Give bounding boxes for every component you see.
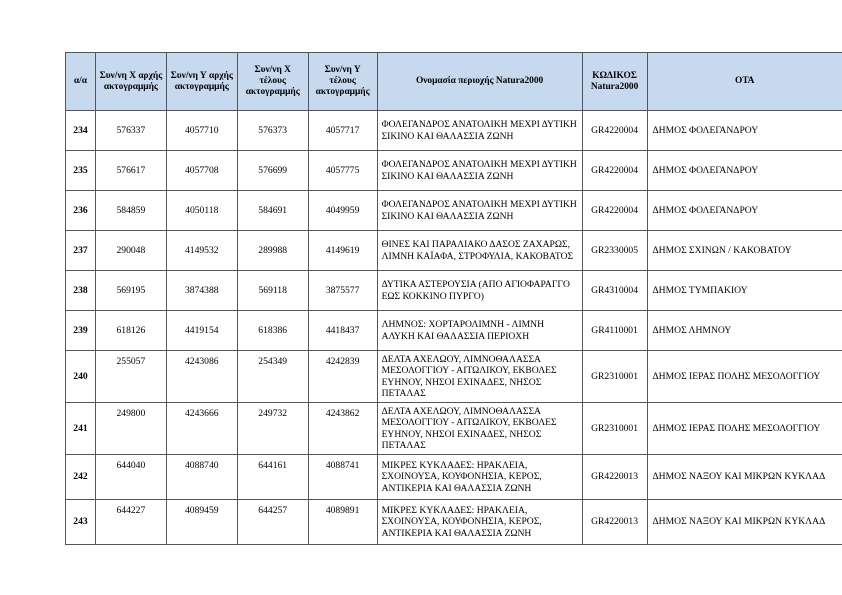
cell-x-end: 289988 — [237, 231, 308, 271]
cell-area-name: ΔΕΛΤΑ ΑΧΕΛΩΟΥ, ΛΙΜΝΟΘΑΛΑΣΣΑ ΜΕΣΟΛΟΓΓΙΟΥ - ΑΙΤΩΛΙΚΟΥ, ΕΚΒΟΛΕΣ ΕΥΗΝΟΥ, ΝΗΣΟΙ ΕΧΙΝΑΔΕΣ, ΝΗΣΟΣ ΠΕΤΑΛΑΣ — [377, 351, 582, 403]
cell-aa: 240 — [66, 351, 96, 403]
header-x-end: Συν/νη Χ τέλους ακτογραμμής — [237, 53, 308, 111]
table-row — [66, 111, 842, 151]
cell-y-start: 4419154 — [166, 311, 237, 351]
cell-natura-code: GR2310001 — [582, 403, 647, 455]
table-row — [66, 231, 842, 271]
cell-aa: 236 — [66, 191, 96, 231]
cell-ota: ΔΗΜΟΣ ΣΧΙΝΩΝ / ΚΑΚΟΒΑΤΟΥ — [647, 231, 842, 271]
cell-area-name: ΦΟΛΕΓΑΝΔΡΟΣ ΑΝΑΤΟΛΙΚΗ ΜΕΧΡΙ ΔΥΤΙΚΗ ΣΙΚΙΝΟ ΚΑΙ ΘΑΛΑΣΣΙΑ ΖΩΝΗ — [377, 151, 582, 191]
cell-area-name: ΔΕΛΤΑ ΑΧΕΛΩΟΥ, ΛΙΜΝΟΘΑΛΑΣΣΑ ΜΕΣΟΛΟΓΓΙΟΥ - ΑΙΤΩΛΙΚΟΥ, ΕΚΒΟΛΕΣ ΕΥΗΝΟΥ, ΝΗΣΟΙ ΕΧΙΝΑΔΕΣ, ΝΗΣΟΣ ΠΕΤΑΛΑΣ — [377, 403, 582, 455]
cell-y-end: 4089891 — [308, 500, 377, 545]
cell-natura-code: GR4220013 — [582, 455, 647, 500]
cell-natura-code: GR4220004 — [582, 191, 647, 231]
cell-aa: 238 — [66, 271, 96, 311]
cell-area-name: ΔΥΤΙΚΑ ΑΣΤΕΡΟΥΣΙΑ (ΑΠΟ ΑΓΙΟΦΑΡΑΓΓΟ ΕΩΣ ΚΟΚΚΙΝΟ ΠΥΡΓΟ) — [377, 271, 582, 311]
cell-ota: ΔΗΜΟΣ ΙΕΡΑΣ ΠΟΛΗΣ ΜΕΣΟΛΟΓΓΙΟΥ — [647, 351, 842, 403]
cell-ota: ΔΗΜΟΣ ΦΟΛΕΓΑΝΔΡΟΥ — [647, 111, 842, 151]
cell-area-name: ΜΙΚΡΕΣ ΚΥΚΛΑΔΕΣ: ΗΡΑΚΛΕΙΑ, ΣΧΟΙΝΟΥΣΑ, ΚΟΥΦΟΝΗΣΙΑ, ΚΕΡΟΣ, ΑΝΤΙΚΕΡΙΑ ΚΑΙ ΘΑΛΑΣΣΙΑ ΖΩΝΗ — [377, 455, 582, 500]
cell-area-name: ΘΙΝΕΣ ΚΑΙ ΠΑΡΑΛΙΑΚΟ ΔΑΣΟΣ ΖΑΧΑΡΩΣ, ΛΙΜΝΗ ΚΑΪΑΦΑ, ΣΤΡΟΦΥΛΙΑ, ΚΑΚΟΒΑΤΟΣ — [377, 231, 582, 271]
cell-natura-code: GR4310004 — [582, 271, 647, 311]
cell-y-end: 3875577 — [308, 271, 377, 311]
cell-aa: 239 — [66, 311, 96, 351]
cell-x-end: 569118 — [237, 271, 308, 311]
cell-y-end: 4049959 — [308, 191, 377, 231]
cell-x-start: 644227 — [95, 500, 166, 545]
cell-ota: ΔΗΜΟΣ ΦΟΛΕΓΑΝΔΡΟΥ — [647, 191, 842, 231]
table-row — [66, 191, 842, 231]
cell-x-start: 644040 — [95, 455, 166, 500]
table-row — [66, 151, 842, 191]
cell-y-end: 4057717 — [308, 111, 377, 151]
cell-natura-code: GR4220004 — [582, 151, 647, 191]
cell-y-end: 4242839 — [308, 351, 377, 403]
cell-x-start: 255057 — [95, 351, 166, 403]
cell-y-start: 4057708 — [166, 151, 237, 191]
header-y-end: Συν/νη Υ τέλους ακτογραμμής — [308, 53, 377, 111]
cell-aa: 234 — [66, 111, 96, 151]
cell-x-start: 576337 — [95, 111, 166, 151]
cell-natura-code: GR4220013 — [582, 500, 647, 545]
cell-x-end: 249732 — [237, 403, 308, 455]
cell-natura-code: GR2330005 — [582, 231, 647, 271]
cell-x-end: 576699 — [237, 151, 308, 191]
cell-x-end: 644161 — [237, 455, 308, 500]
cell-aa: 243 — [66, 500, 96, 545]
cell-natura-code: GR4220004 — [582, 111, 647, 151]
cell-y-start: 4057710 — [166, 111, 237, 151]
table-row — [66, 455, 842, 500]
cell-x-start: 249800 — [95, 403, 166, 455]
cell-x-start: 576617 — [95, 151, 166, 191]
cell-aa: 241 — [66, 403, 96, 455]
cell-ota: ΔΗΜΟΣ ΝΑΞΟΥ ΚΑΙ ΜΙΚΡΩΝ ΚΥΚΛΑΔ — [647, 455, 842, 500]
cell-aa: 235 — [66, 151, 96, 191]
cell-x-start: 618126 — [95, 311, 166, 351]
cell-y-start: 4050118 — [166, 191, 237, 231]
cell-y-end: 4243862 — [308, 403, 377, 455]
header-ota: ΟΤΑ — [647, 53, 842, 111]
header-aa: α/α — [66, 53, 96, 111]
cell-natura-code: GR2310001 — [582, 351, 647, 403]
cell-y-start: 4149532 — [166, 231, 237, 271]
cell-x-end: 618386 — [237, 311, 308, 351]
cell-area-name: ΦΟΛΕΓΑΝΔΡΟΣ ΑΝΑΤΟΛΙΚΗ ΜΕΧΡΙ ΔΥΤΙΚΗ ΣΙΚΙΝΟ ΚΑΙ ΘΑΛΑΣΣΙΑ ΖΩΝΗ — [377, 191, 582, 231]
cell-x-end: 644257 — [237, 500, 308, 545]
header-natura-code: ΚΩΔΙΚΟΣ Natura2000 — [582, 53, 647, 111]
table-row — [66, 351, 842, 403]
cell-x-start: 569195 — [95, 271, 166, 311]
cell-x-end: 576373 — [237, 111, 308, 151]
header-row — [66, 53, 842, 111]
cell-y-end: 4057775 — [308, 151, 377, 191]
cell-y-end: 4088741 — [308, 455, 377, 500]
cell-y-end: 4418437 — [308, 311, 377, 351]
cell-ota: ΔΗΜΟΣ ΝΑΞΟΥ ΚΑΙ ΜΙΚΡΩΝ ΚΥΚΛΑΔ — [647, 500, 842, 545]
cell-area-name: ΛΗΜΝΟΣ: ΧΟΡΤΑΡΟΛΙΜΝΗ - ΛΙΜΝΗ ΑΛΥΚΗ ΚΑΙ ΘΑΛΑΣΣΙΑ ΠΕΡΙΟΧΗ — [377, 311, 582, 351]
cell-y-start: 4089459 — [166, 500, 237, 545]
cell-area-name: ΜΙΚΡΕΣ ΚΥΚΛΑΔΕΣ: ΗΡΑΚΛΕΙΑ, ΣΧΟΙΝΟΥΣΑ, ΚΟΥΦΟΝΗΣΙΑ, ΚΕΡΟΣ, ΑΝΤΙΚΕΡΙΑ ΚΑΙ ΘΑΛΑΣΣΙΑ ΖΩΝΗ — [377, 500, 582, 545]
cell-x-start: 290048 — [95, 231, 166, 271]
table-row — [66, 403, 842, 455]
cell-aa: 242 — [66, 455, 96, 500]
cell-ota: ΔΗΜΟΣ ΦΟΛΕΓΑΝΔΡΟΥ — [647, 151, 842, 191]
cell-x-end: 584691 — [237, 191, 308, 231]
cell-y-start: 4243666 — [166, 403, 237, 455]
cell-area-name: ΦΟΛΕΓΑΝΔΡΟΣ ΑΝΑΤΟΛΙΚΗ ΜΕΧΡΙ ΔΥΤΙΚΗ ΣΙΚΙΝΟ ΚΑΙ ΘΑΛΑΣΣΙΑ ΖΩΝΗ — [377, 111, 582, 151]
cell-x-end: 254349 — [237, 351, 308, 403]
header-area-name: Ονομασία περιοχής Natura2000 — [377, 53, 582, 111]
table-row — [66, 271, 842, 311]
cell-y-start: 3874388 — [166, 271, 237, 311]
header-y-start: Συν/νη Υ αρχής ακτογραμμής — [166, 53, 237, 111]
natura-coastline-table — [65, 52, 842, 545]
cell-natura-code: GR4110001 — [582, 311, 647, 351]
cell-aa: 237 — [66, 231, 96, 271]
cell-ota: ΔΗΜΟΣ ΤΥΜΠΑΚΙΟΥ — [647, 271, 842, 311]
header-x-start: Συν/νη Χ αρχής ακτογραμμής — [95, 53, 166, 111]
cell-ota: ΔΗΜΟΣ ΛΗΜΝΟΥ — [647, 311, 842, 351]
table-row — [66, 311, 842, 351]
cell-ota: ΔΗΜΟΣ ΙΕΡΑΣ ΠΟΛΗΣ ΜΕΣΟΛΟΓΓΙΟΥ — [647, 403, 842, 455]
cell-x-start: 584859 — [95, 191, 166, 231]
cell-y-start: 4088740 — [166, 455, 237, 500]
cell-y-end: 4149619 — [308, 231, 377, 271]
cell-y-start: 4243086 — [166, 351, 237, 403]
table-row — [66, 500, 842, 545]
